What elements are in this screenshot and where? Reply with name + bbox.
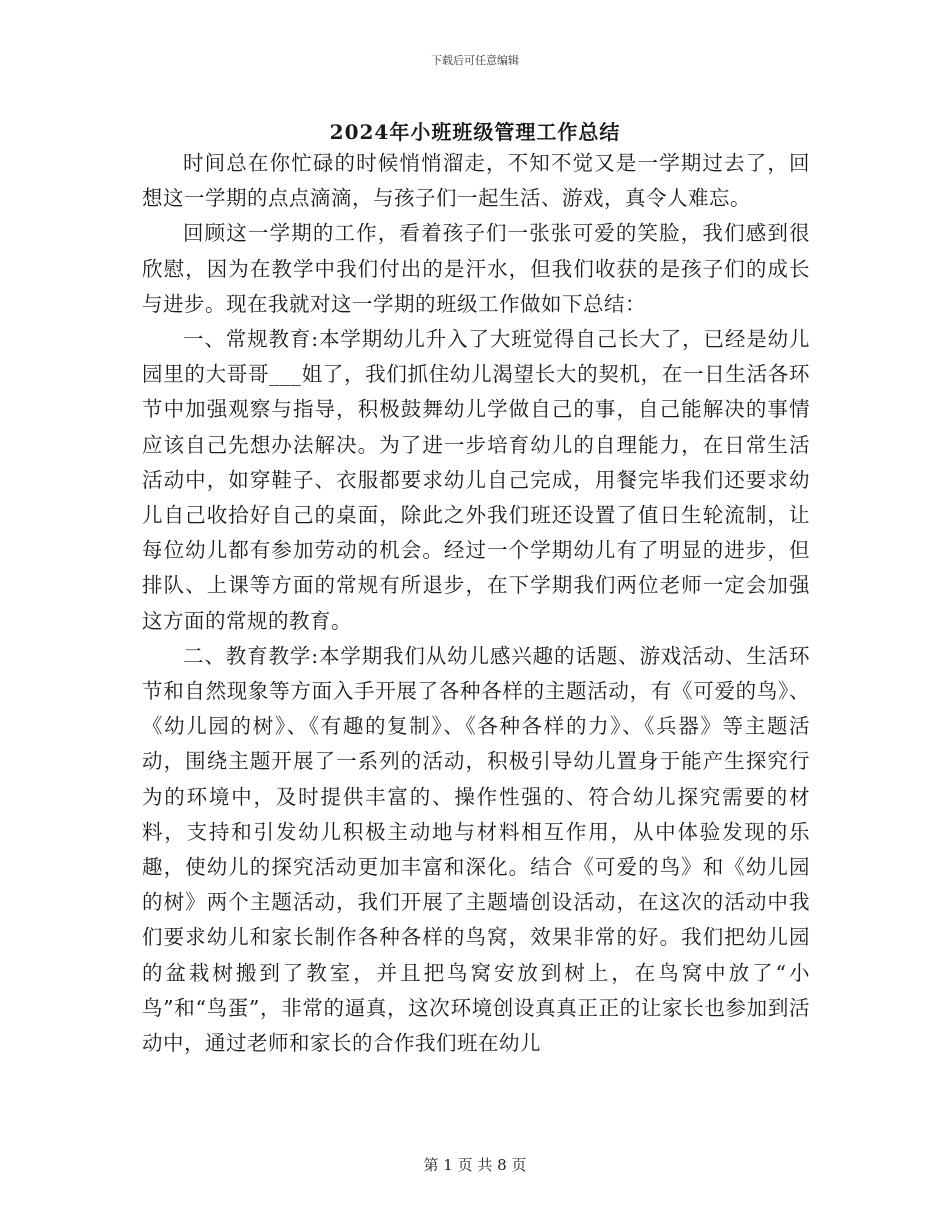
paragraph-routine-education: 一、常规教育:本学期幼儿升入了大班觉得自己长大了，已经是幼儿园里的大哥哥___姐了，我们抓住幼儿渴望长大的契机，在一日生活各环节中加强观察与指导，积极鼓舞幼儿学做自己的事，自己能解决的事情应该自己先想办法解决。为了进一步培育幼儿的自理能力，在日常生活活动中，如穿鞋子、衣服都要求幼儿自己完成，用餐完毕我们还要求幼儿自己收拾好自己的桌面，除此之外我们班还设置了值日生轮流制，让每位幼儿都有参加劳动的机会。经过一个学期幼儿有了明显的进步，但排队、上课等方面的常规有所退步，在下学期我们两位老师一定会加强这方面的常规的教育。 xyxy=(142,327,810,633)
document-title: 2024年小班班级管理工作总结 xyxy=(329,120,621,144)
header-note: 下载后可任意编辑 xyxy=(431,54,519,67)
page-number: 第 1 页 共 8 页 xyxy=(423,1156,527,1174)
document-body xyxy=(142,146,810,1061)
paragraph-review: 回顾这一学期的工作，看着孩子们一张张可爱的笑脸，我们感到很欣慰，因为在教学中我们付出的是汗水，但我们收获的是孩子们的成长与进步。现在我就对这一学期的班级工作做如下总结： xyxy=(142,221,810,316)
paragraph-intro: 时间总在你忙碌的时候悄悄溜走，不知不觉又是一学期过去了，回想这一学期的点点滴滴，与孩子们一起生活、游戏，真令人难忘。 xyxy=(142,151,810,211)
paragraph-teaching: 二、教育教学:本学期我们从幼儿感兴趣的话题、游戏活动、生活环节和自然现象等方面入手开展了各种各样的主题活动，有《可爱的鸟》、《幼儿园的树》、《有趣的复制》、《各种各样的力》、《兵器》等主题活动，围绕主题开展了一系列的活动，积极引导幼儿置身于能产生探究行为的环境中，及时提供丰富的、操作性强的、符合幼儿探究需要的材料，支持和引发幼儿积极主动地与材料相互作用，从中体验发现的乐趣，使幼儿的探究活动更加丰富和深化。结合《可爱的鸟》和《幼儿园的树》两个主题活动，我们开展了主题墙创设活动，在这次的活动中我们要求幼儿和家长制作各种各样的鸟窝，效果非常的好。我们把幼儿园的盆栽树搬到了教室，并且把鸟窝安放到树上，在鸟窝中放了“小鸟”和“鸟蛋”，非常的逼真，这次环境创设真真正正的让家长也参加到活动中，通过老师和家长的合作我们班在幼儿 xyxy=(142,643,810,1056)
